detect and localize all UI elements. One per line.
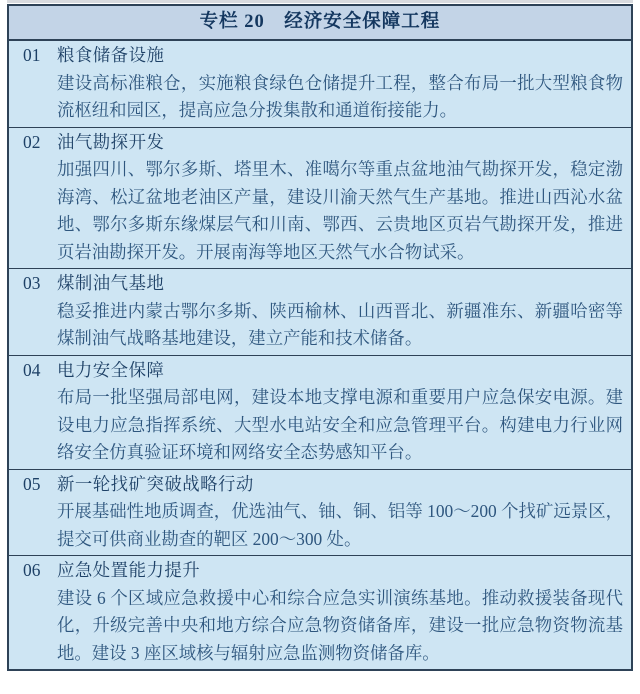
item-heading (23, 557, 623, 585)
item-title: 新一轮找矿突破战略行动 (57, 473, 254, 494)
item-title: 粮食储备设施 (57, 45, 165, 65)
item-number: 04 (23, 359, 41, 380)
item-description: 建设高标准粮仓，实施粮食绿色仓储提升工程，整合布局一批大型粮食物流枢纽和园区，提高应急分拨集散和通道衔接能力。 (57, 72, 623, 120)
panel-item-06 (9, 556, 631, 669)
item-title: 电力安全保障 (57, 359, 165, 380)
item-title: 油气勘探开发 (57, 131, 165, 152)
item-heading (23, 42, 623, 70)
panel-item-04 (9, 356, 631, 470)
item-heading (23, 270, 623, 298)
top-edge-strip (7, 0, 633, 3)
item-description: 稳妥推进内蒙古鄂尔多斯、陕西榆林、山西晋北、新疆准东、新疆哈密等煤制油气战略基地建设，建立产能和技术储备。 (57, 300, 623, 348)
panel-item-01 (9, 41, 631, 128)
item-number: 02 (23, 131, 41, 152)
panel-item-02 (9, 128, 631, 270)
panel-item-05 (9, 470, 631, 557)
item-title: 应急处置能力提升 (57, 560, 201, 580)
item-number: 06 (23, 560, 41, 580)
item-description: 布局一批坚强局部电网，建设本地支撑电源和重要用户应急保安电源。建设电力应急指挥系统、大型水电站安全和应急管理平台。构建电力行业网络安全仿真验证环境和网络安全态势感知平台。 (57, 387, 623, 462)
item-heading (23, 471, 623, 499)
item-heading (23, 129, 623, 157)
item-heading (23, 357, 623, 385)
item-number: 03 (23, 273, 41, 293)
item-title: 煤制油气基地 (57, 273, 165, 293)
panel-item-03 (9, 269, 631, 356)
item-number: 01 (23, 45, 41, 65)
plan-box-table (7, 4, 633, 671)
item-description: 建设 6 个区域应急救援中心和综合应急实训演练基地。推动救援装备现代化，升级完善中央和地方综合应急物资储备库，建设一批应急物资物流基地。建设 3 座区域核与辐射应急监测物资储备库。 (57, 587, 623, 663)
item-description: 加强四川、鄂尔多斯、塔里木、准噶尔等重点盆地油气勘探开发，稳定渤海湾、松辽盆地老油区产量，建设川渝天然气生产基地。推进山西沁水盆地、鄂尔多斯东缘煤层气和川南、鄂西、云贵地区页岩气勘探开发，推进页岩油勘探开发。开展南海等地区天然气水合物试采。 (57, 159, 623, 262)
panel-title: 专栏 20 经济安全保障工程 (9, 6, 631, 41)
item-description: 开展基础性地质调查，优选油气、铀、铜、铝等 100～200 个找矿远景区，提交可供商业勘查的靶区 200～300 处。 (57, 501, 623, 549)
item-number: 05 (23, 473, 41, 494)
